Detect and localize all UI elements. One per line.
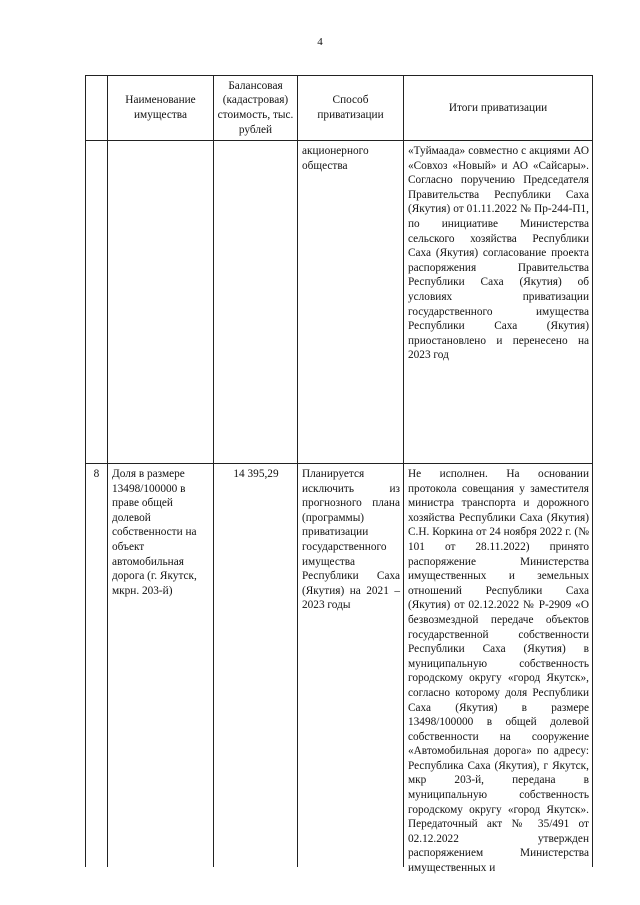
table-header-row bbox=[86, 76, 593, 141]
header-number bbox=[86, 76, 108, 140]
row-privatization-results: «Туймаада» совместно с акциями АО «Совхоз «Новый» и АО «Сайсары». Согласно поручению Председателя Правительства Республики Саха (Якутия) от 01.11.2022 № Пр-244-П1, по инициативе Министерства сельского хозяйства Республики Саха (Якутия) согласование проекта распоряжения Правительства Республики Саха (Якутия) об условиях приватизации государственного имущества Республики Саха (Якутия) приостановлено и перенесено на 2023 год bbox=[404, 141, 593, 463]
row-number: 8 bbox=[86, 464, 108, 867]
header-book-value: Балансовая (кадастровая) стоимость, тыс. рублей bbox=[214, 76, 298, 140]
privatization-table bbox=[85, 75, 593, 875]
page-number: 4 bbox=[317, 36, 323, 48]
row-privatization-method: Планируется исключить из прогнозного плана (программы) приватизации государственного имущества Республики Саха (Якутия) на 2021 – 2023 годы bbox=[298, 464, 404, 867]
row-property-name bbox=[108, 141, 214, 463]
row-number bbox=[86, 141, 108, 463]
header-privatization-method: Способ приватизации bbox=[298, 76, 404, 140]
row-book-value bbox=[214, 141, 298, 463]
row-property-name: Доля в размере 13498/100000 в праве общей долевой собственности на объект автомобильная дорога (г. Якутск, мкрн. 203-й) bbox=[108, 464, 214, 867]
row-book-value: 14 395,29 bbox=[214, 464, 298, 867]
header-property-name: Наименование имущества bbox=[108, 76, 214, 140]
table-row bbox=[86, 464, 593, 875]
row-privatization-results: Не исполнен. На основании протокола совещания у заместителя министра транспорта и дорожного хозяйства Республики Саха (Якутия) С.Н. Коркина от 24 ноября 2022 г. (№ 101 от 28.11.2022) принято распоряжение Министерства имущественных и земельных отношений Республики Саха (Якутия) от 02.12.2022 № Р-2909 «О безвозмездной передаче объектов государственной собственности Республики Саха (Якутия) в муниципальную собственность городскому округу «город Якутск», согласно которому доля Республики Саха (Якутия) в размере 13498/100000 в общей долевой собственности на сооружение «Автомобильная дорога» по адресу: Республика Саха (Якутия), г Якутск, мкр 203-й, передана в муниципальную собственность городскому округу «город Якутск». Передаточный акт № 35/491 от 02.12.2022 утвержден распоряжением Министерства имущественных и bbox=[404, 464, 593, 867]
row-privatization-method: акционерного общества bbox=[298, 141, 404, 463]
header-privatization-results: Итоги приватизации bbox=[404, 76, 593, 140]
table-row bbox=[86, 141, 593, 464]
